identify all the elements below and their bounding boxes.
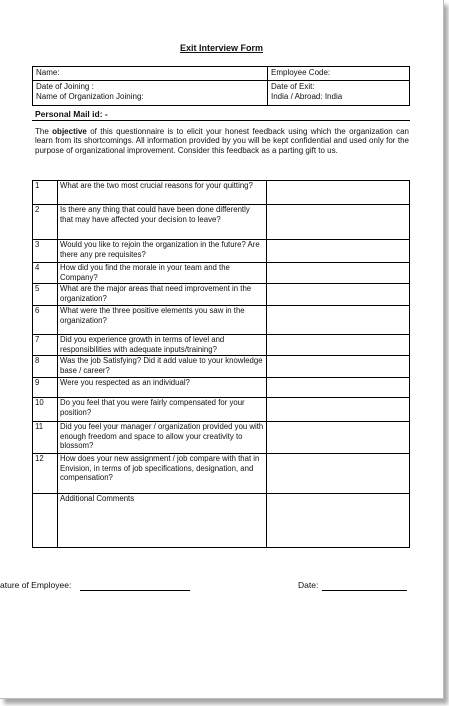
- answer-cell[interactable]: [267, 398, 410, 422]
- additional-comments-row: [33, 494, 410, 548]
- comments-answer-cell[interactable]: [267, 494, 410, 548]
- question-number: 12: [33, 454, 58, 494]
- answer-cell[interactable]: [267, 306, 410, 335]
- employee-info-table: [32, 66, 410, 106]
- question-text: How does your new assignment / job compare with that in Envision, in terms of job specifications, designation, and compensation?: [58, 454, 267, 494]
- question-row: [33, 454, 410, 494]
- answer-cell[interactable]: [267, 205, 410, 240]
- answer-cell[interactable]: [267, 284, 410, 306]
- objective-lead: The: [35, 127, 53, 136]
- comments-number-cell: [33, 494, 58, 548]
- question-number: 4: [33, 263, 58, 284]
- date-label: Date:: [298, 580, 319, 590]
- question-text: Was the job Satisfying? Did it add value to your knowledge base / career?: [58, 356, 267, 378]
- date-of-exit-field: Date of Exit:: [271, 82, 315, 91]
- question-text: Were you respected as an individual?: [58, 378, 267, 398]
- questionnaire-table: [32, 180, 410, 548]
- question-number: 5: [33, 284, 58, 306]
- organization-joining-field: Name of Organization Joining:: [36, 92, 144, 101]
- question-number: 7: [33, 335, 58, 356]
- objective-paragraph: [35, 127, 409, 155]
- answer-cell[interactable]: [267, 378, 410, 398]
- date-of-joining-field: Date of Joining :: [36, 82, 94, 91]
- question-text: Do you feel that you were fairly compensated for your position?: [58, 398, 267, 422]
- question-text: Did you experience growth in terms of level and responsibilities with adequate inputs/training?: [58, 335, 267, 356]
- personal-mail-field[interactable]: Personal Mail id: -: [35, 109, 108, 119]
- answer-cell[interactable]: [267, 356, 410, 378]
- name-field[interactable]: Name:: [33, 67, 268, 81]
- signature-line[interactable]: [80, 590, 190, 591]
- question-row: [33, 378, 410, 398]
- date-line[interactable]: [322, 590, 407, 591]
- answer-cell[interactable]: [267, 240, 410, 263]
- question-row: [33, 240, 410, 263]
- employee-code-field[interactable]: Employee Code:: [268, 67, 410, 81]
- question-number: 11: [33, 422, 58, 454]
- form-title: Exit Interview Form: [179, 43, 264, 53]
- exit-details-cell[interactable]: [268, 81, 410, 106]
- answer-cell[interactable]: [267, 454, 410, 494]
- question-number: 8: [33, 356, 58, 378]
- signature-label: ature of Employee:: [0, 580, 72, 590]
- question-row: [33, 205, 410, 240]
- question-row: [33, 263, 410, 284]
- question-number: 3: [33, 240, 58, 263]
- question-row: [33, 398, 410, 422]
- question-text: Did you feel your manager / organization provided you with enough freedom and space to allow your creativity to blossom?: [58, 422, 267, 454]
- answer-cell[interactable]: [267, 181, 410, 205]
- question-text: Would you like to rejoin the organization in the future? Are there any pre requisites?: [58, 240, 267, 263]
- question-text: What were the three positive elements you saw in the organization?: [58, 306, 267, 335]
- question-row: [33, 306, 410, 335]
- question-text: Is there any thing that could have been done differently that may have affected your decision to leave?: [58, 205, 267, 240]
- mail-divider: [32, 120, 410, 121]
- question-text: What are the major areas that need improvement in the organization?: [58, 284, 267, 306]
- question-row: [33, 356, 410, 378]
- question-number: 1: [33, 181, 58, 205]
- question-number: 2: [33, 205, 58, 240]
- answer-cell[interactable]: [267, 335, 410, 356]
- question-row: [33, 181, 410, 205]
- joining-details-cell[interactable]: [33, 81, 268, 106]
- question-row: [33, 335, 410, 356]
- question-text: What are the two most crucial reasons for your quitting?: [58, 181, 267, 205]
- answer-cell[interactable]: [267, 263, 410, 284]
- question-row: [33, 422, 410, 454]
- objective-keyword: objective: [52, 127, 87, 136]
- question-number: 9: [33, 378, 58, 398]
- question-row: [33, 284, 410, 306]
- additional-comments-label: Additional Comments: [58, 494, 267, 548]
- answer-cell[interactable]: [267, 422, 410, 454]
- question-number: 6: [33, 306, 58, 335]
- location-field: India / Abroad: India: [271, 92, 343, 101]
- question-number: 10: [33, 398, 58, 422]
- objective-text: of this questionnaire is to elicit your honest feedback using which the organization can learn from its shortcomings. All information provided by you will be kept confidential and used only for the purpose of organizational improvement. Consider this feedback as a parting gift to us.: [35, 127, 409, 155]
- question-text: How did you find the morale in your team and the Company?: [58, 263, 267, 284]
